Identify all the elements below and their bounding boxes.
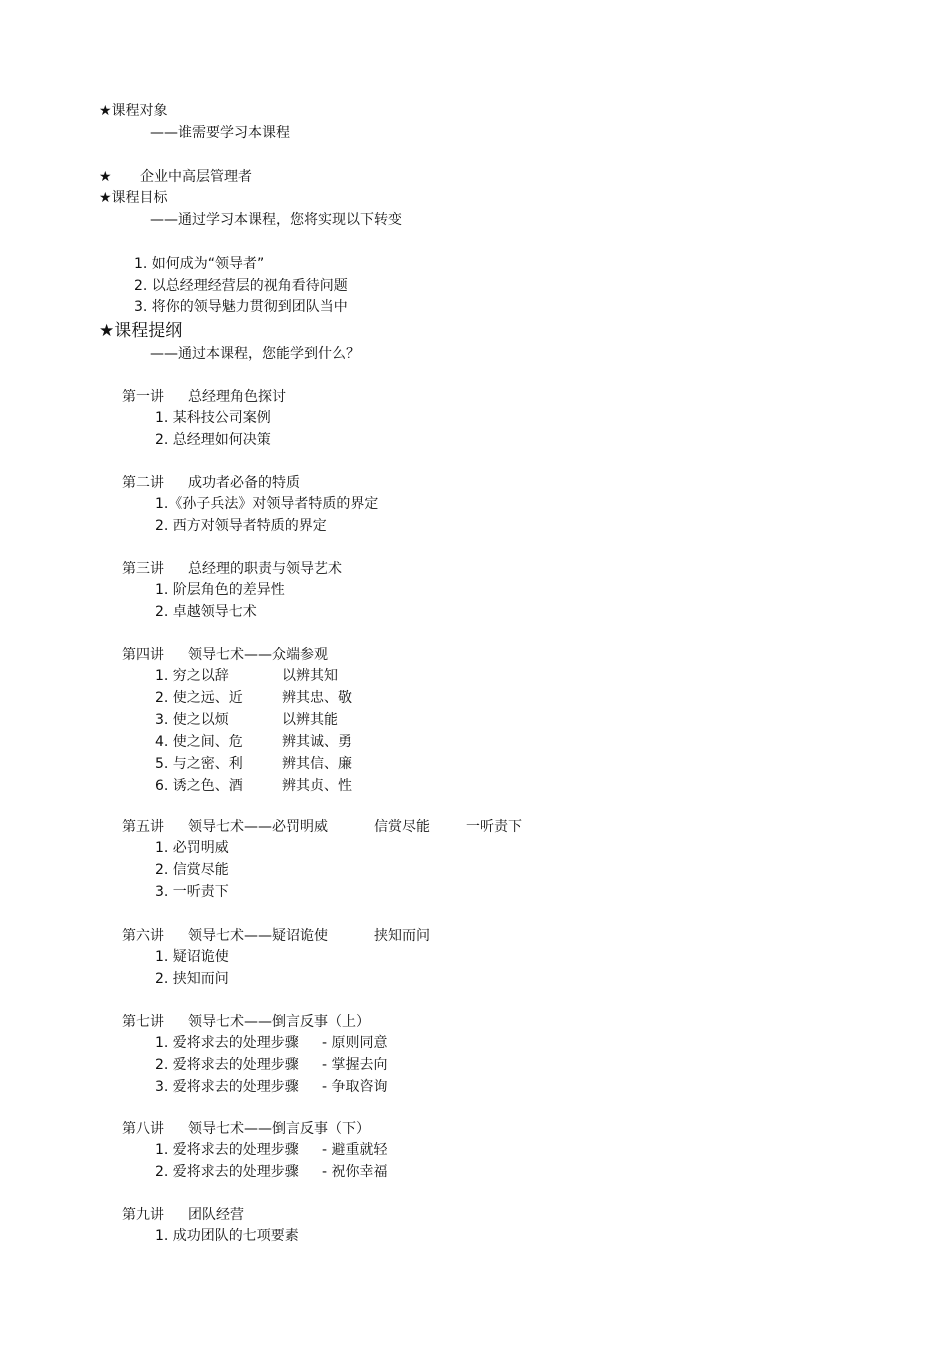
lecture-item: 1. 爱将求去的处理步骤 bbox=[155, 1142, 299, 1158]
object-heading: ★课程对象 bbox=[99, 103, 168, 119]
lecture-title-extra: 挟知而问 bbox=[374, 928, 430, 944]
lecture-title: 总经理的职责与领导艺术 bbox=[188, 561, 342, 577]
lecture-item-detail: - 争取咨询 bbox=[322, 1079, 388, 1095]
lecture-item: 1. 阶层角色的差异性 bbox=[155, 582, 285, 598]
goal-item: 2. 以总经理经营层的视角看待问题 bbox=[134, 278, 348, 294]
goal-item: 1. 如何成为“领导者” bbox=[134, 256, 265, 272]
lecture-item: 4. 使之间、危 bbox=[155, 734, 243, 750]
lecture-item: 1. 疑诏诡使 bbox=[155, 949, 229, 965]
lecture-title: 领导七术——众端参观 bbox=[188, 647, 328, 663]
object-item: 企业中高层管理者 bbox=[140, 169, 252, 185]
outline-heading: ★课程提纲 bbox=[99, 321, 183, 341]
lecture-title: 成功者必备的特质 bbox=[188, 475, 300, 491]
lecture-item-detail: 辨其信、廉 bbox=[282, 756, 352, 772]
lecture-number: 第六讲 bbox=[122, 928, 164, 944]
lecture-item: 3. 爱将求去的处理步骤 bbox=[155, 1079, 299, 1095]
lecture-number: 第三讲 bbox=[122, 561, 164, 577]
lecture-title: 领导七术——必罚明威 bbox=[188, 819, 328, 835]
lecture-number: 第七讲 bbox=[122, 1014, 164, 1030]
lecture-number: 第八讲 bbox=[122, 1121, 164, 1137]
lecture-item: 1. 爱将求去的处理步骤 bbox=[155, 1035, 299, 1051]
lecture-item-detail: 辨其贞、性 bbox=[282, 778, 352, 794]
lecture-item: 5. 与之密、利 bbox=[155, 756, 243, 772]
goal-heading: ★课程目标 bbox=[99, 190, 168, 206]
goal-subtitle: ——通过学习本课程，您将实现以下转变 bbox=[150, 212, 402, 228]
lecture-item-detail: 辨其忠、敬 bbox=[282, 690, 352, 706]
lecture-item-detail: - 掌握去向 bbox=[322, 1057, 388, 1073]
lecture-item: 2. 卓越领导七术 bbox=[155, 604, 257, 620]
lecture-title-extra: 一听责下 bbox=[466, 819, 522, 835]
lecture-item-detail: - 原则同意 bbox=[322, 1035, 388, 1051]
lecture-item: 1. 必罚明威 bbox=[155, 840, 229, 856]
lecture-number: 第二讲 bbox=[122, 475, 164, 491]
lecture-item-detail: - 避重就轻 bbox=[322, 1142, 388, 1158]
lecture-title: 领导七术——倒言反事（上） bbox=[188, 1014, 370, 1030]
lecture-title: 总经理角色探讨 bbox=[188, 389, 286, 405]
lecture-item: 2. 使之远、近 bbox=[155, 690, 243, 706]
lecture-item-detail: 辨其诚、勇 bbox=[282, 734, 352, 750]
lecture-number: 第四讲 bbox=[122, 647, 164, 663]
lecture-title-extra: 信赏尽能 bbox=[374, 819, 430, 835]
lecture-item: 2. 爱将求去的处理步骤 bbox=[155, 1164, 299, 1180]
lecture-item: 3. 使之以烦 bbox=[155, 712, 229, 728]
lecture-item: 2. 信赏尽能 bbox=[155, 862, 229, 878]
lecture-item: 1. 穷之以辞 bbox=[155, 668, 229, 684]
lecture-number: 第五讲 bbox=[122, 819, 164, 835]
lecture-item-detail: 以辨其知 bbox=[282, 668, 338, 684]
object-subtitle: ——谁需要学习本课程 bbox=[150, 125, 290, 141]
lecture-item: 1.《孙子兵法》对领导者特质的界定 bbox=[155, 496, 379, 512]
lecture-number: 第九讲 bbox=[122, 1207, 164, 1223]
lecture-title: 领导七术——疑诏诡使 bbox=[188, 928, 328, 944]
lecture-title: 领导七术——倒言反事（下） bbox=[188, 1121, 370, 1137]
lecture-item: 1. 成功团队的七项要素 bbox=[155, 1228, 299, 1244]
lecture-item: 1. 某科技公司案例 bbox=[155, 410, 271, 426]
lecture-title: 团队经营 bbox=[188, 1207, 244, 1223]
lecture-number: 第一讲 bbox=[122, 389, 164, 405]
lecture-item: 2. 爱将求去的处理步骤 bbox=[155, 1057, 299, 1073]
lecture-item: 2. 总经理如何决策 bbox=[155, 432, 271, 448]
lecture-item: 2. 西方对领导者特质的界定 bbox=[155, 518, 327, 534]
lecture-item-detail: - 祝你幸福 bbox=[322, 1164, 388, 1180]
star-icon: ★ bbox=[99, 169, 112, 185]
lecture-item: 3. 一听责下 bbox=[155, 884, 229, 900]
goal-item: 3. 将你的领导魅力贯彻到团队当中 bbox=[134, 299, 348, 315]
lecture-item: 2. 挟知而问 bbox=[155, 971, 229, 987]
outline-subtitle: ——通过本课程，您能学到什么？ bbox=[150, 346, 360, 362]
lecture-item-detail: 以辨其能 bbox=[282, 712, 338, 728]
lecture-item: 6. 诱之色、酒 bbox=[155, 778, 243, 794]
